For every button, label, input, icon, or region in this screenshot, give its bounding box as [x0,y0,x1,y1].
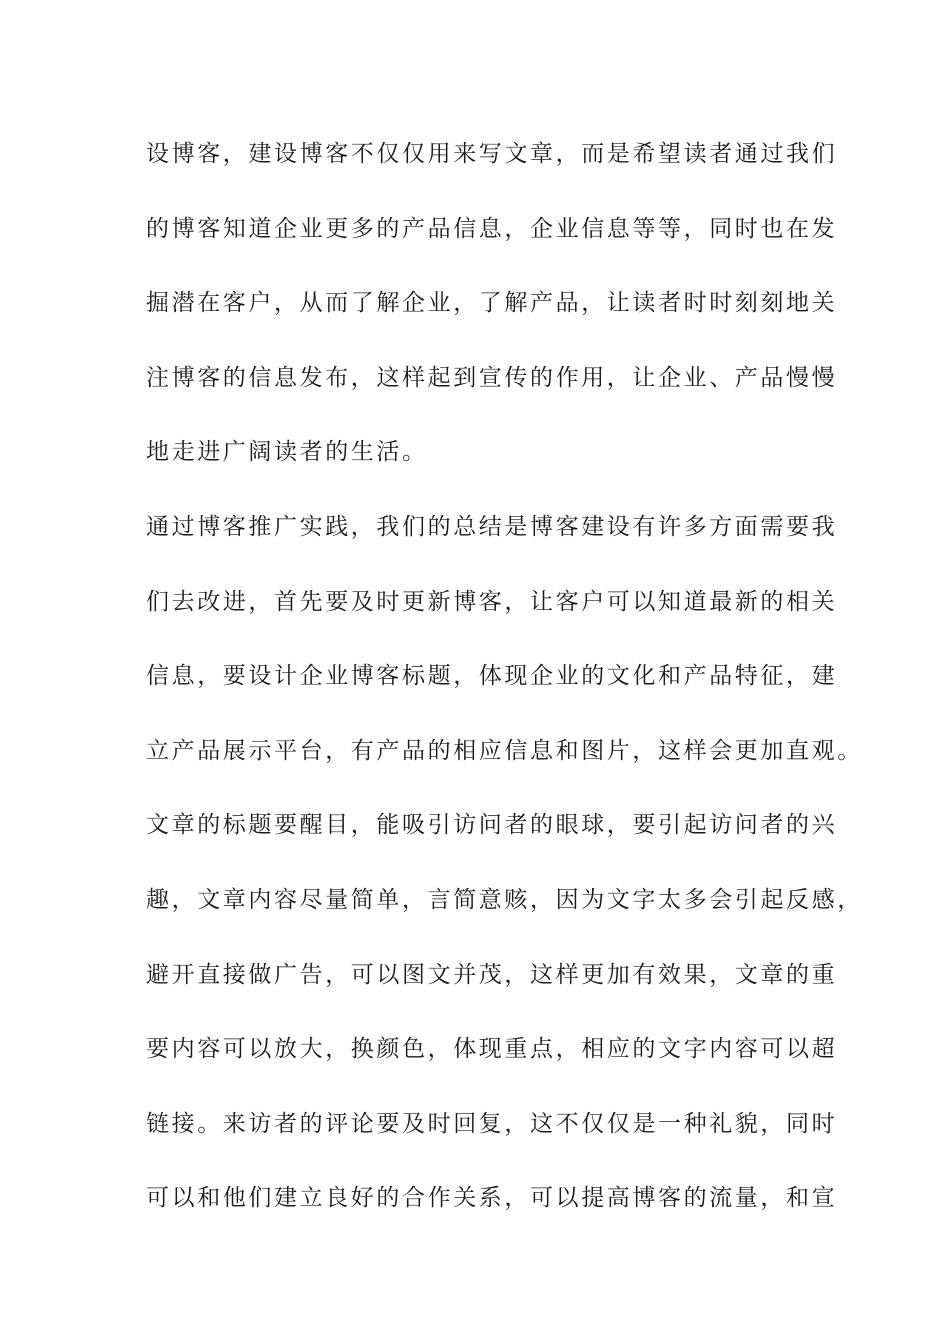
text-line: 设博客，建设博客不仅仅用来写文章，而是希望读者通过我们 [146,141,838,167]
text-line: 立产品展示平台，有产品的相应信息和图片，这样会更加直观。 [146,737,863,764]
text-line: 们去改进，首先要及时更新博客，让客户可以知道最新的相关 [146,588,838,615]
body-text [146,131,863,1250]
text-line: 信息，要设计企业博客标题，体现企业的文化和产品特征，建 [146,663,838,690]
text-line: 避开直接做广告，可以图文并茂，这样更加有效果，文章的重 [146,961,838,988]
text-line: 可以和他们建立良好的合作关系，可以提高博客的流量，和宣 [146,1185,838,1212]
text-line: 地走进广阔读者的生活。 [146,439,428,466]
text-line: 通过博客推广实践，我们的总结是博客建设有许多方面需要我 [146,513,838,540]
text-line: 文章的标题要醒目，能吸引访问者的眼球，要引起访问者的兴 [146,812,838,839]
text-line: 掘潜在客户，从而了解企业，了解产品，让读者时时刻刻地关 [146,290,838,317]
text-line: 要内容可以放大，换颜色，体现重点，相应的文字内容可以超 [146,1036,838,1063]
text-line: 注博客的信息发布，这样起到宣传的作用，让企业、产品慢慢 [146,364,838,391]
text-line: 链接。来访者的评论要及时回复，这不仅仅是一种礼貌，同时 [146,1110,838,1137]
text-line: 趣，文章内容尽量简单，言简意赅，因为文字太多会引起反感， [146,886,863,913]
text-line: 的博客知道企业更多的产品信息，企业信息等等，同时也在发 [146,215,838,242]
